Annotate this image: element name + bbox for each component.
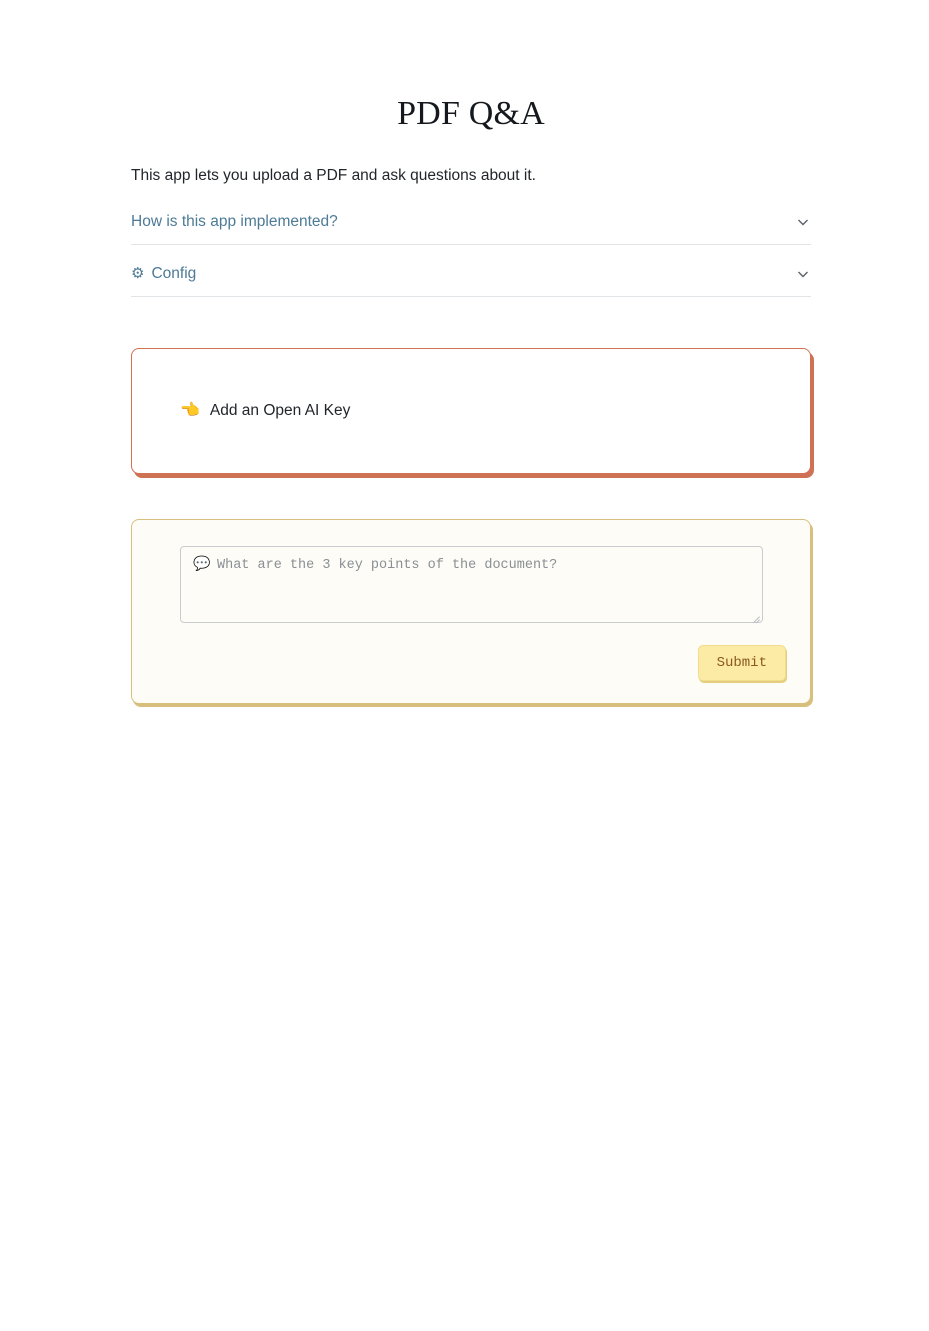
resize-handle[interactable]	[750, 610, 760, 620]
accordion-how-implemented[interactable]	[131, 213, 811, 245]
accordion-how-implemented-label: How is this app implemented?	[131, 212, 338, 230]
gear-icon: ⚙	[131, 265, 145, 283]
pointing-hand-icon: 👈	[180, 401, 200, 419]
accordion-how-implemented-label-wrap	[131, 213, 795, 231]
intro-text: This app lets you upload a PDF and ask questions about it.	[131, 167, 536, 184]
add-openai-key-card[interactable]	[131, 348, 811, 474]
submit-row	[180, 645, 786, 681]
question-input[interactable]	[180, 546, 763, 623]
question-placeholder: What are the 3 key points of the document?	[217, 557, 558, 573]
chat-bubble-icon: 💬	[193, 554, 211, 571]
accordion-config-label: Config	[151, 264, 197, 282]
add-openai-key-label: Add an Open AI Key	[209, 401, 351, 419]
accordion-config-label-wrap	[131, 265, 795, 283]
page-title: PDF Q&A	[397, 95, 545, 132]
accordion-config[interactable]	[131, 265, 811, 297]
chevron-down-icon[interactable]	[795, 266, 811, 282]
submit-button[interactable]: Submit	[698, 645, 786, 681]
question-card	[131, 519, 811, 704]
chevron-down-icon[interactable]	[795, 214, 811, 230]
add-openai-key-inner	[132, 402, 350, 420]
content-column	[131, 0, 811, 704]
